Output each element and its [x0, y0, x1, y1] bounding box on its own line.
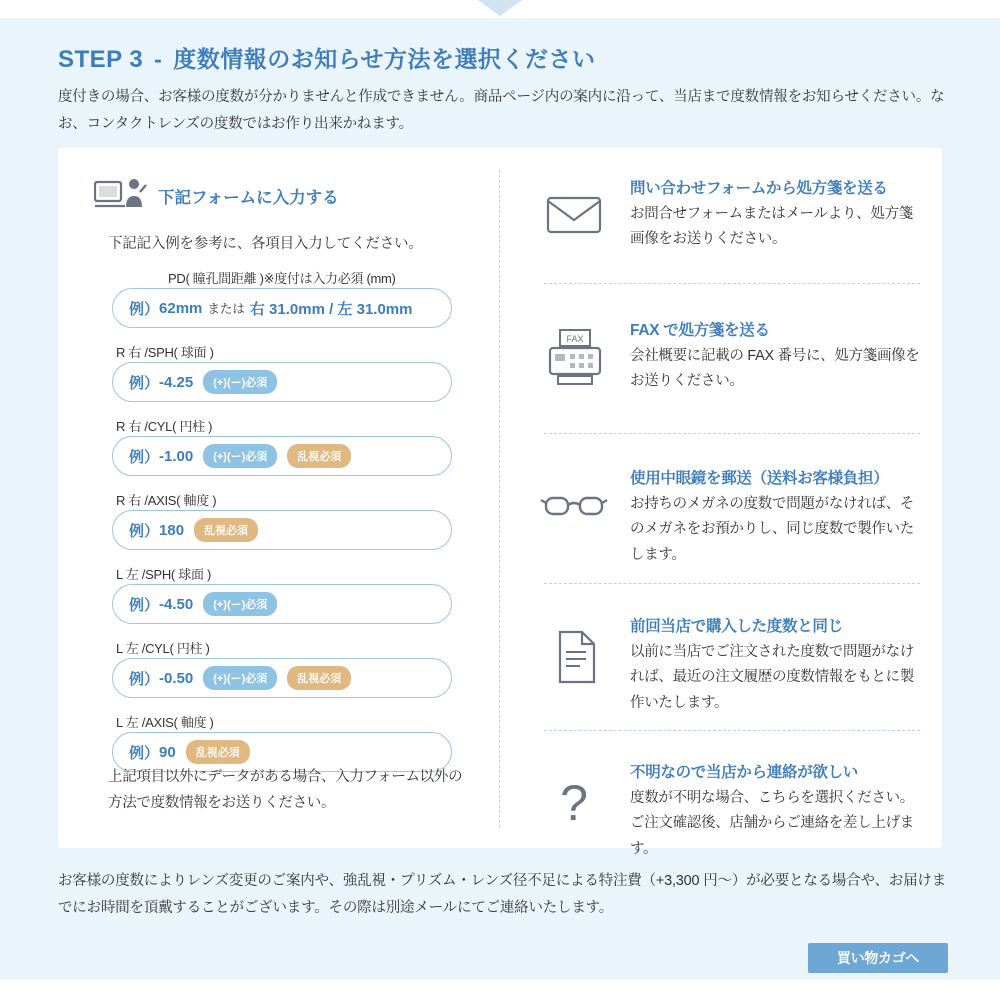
page-title	[58, 41, 596, 74]
svg-text:FAX: FAX	[566, 334, 584, 344]
cart-button[interactable]: 買い物カゴへ	[808, 943, 948, 973]
option-divider	[544, 283, 920, 284]
left-column-title: 下記フォームに入力する	[158, 189, 339, 207]
chevron-down-icon	[478, 0, 522, 16]
field-label-pd: PD( 瞳孔間距離 )※度付は入力必須 (mm)	[168, 271, 396, 286]
glasses-icon	[540, 488, 608, 548]
field-r-axis-example-prefix: 例）	[129, 522, 160, 540]
field-l-axis-value: 90	[159, 743, 176, 761]
option-title: 不明なので当店から連絡が欲しい	[630, 764, 859, 781]
field-r-sph-value: -4.25	[159, 373, 194, 391]
step-lead-text: 度付きの場合、お客様の度数が分かりませんと作成できません。商品ページ内の案内に沿って、当店まで度数情報をお知らせください。なお、コンタクトレンズの度数ではお作り出来かねます。	[58, 89, 945, 132]
option-title: 前回当店で購入した度数と同じ	[630, 618, 843, 635]
field-input-r-cyl[interactable]	[112, 436, 452, 476]
field-r-cyl-value: -1.00	[159, 447, 194, 465]
right-column-options	[500, 148, 942, 857]
badge-sign-required: (+)(ー)必須	[203, 444, 277, 468]
option-body: 以前に当店でご注文された度数で問題がなければ、最近の注文履歴の度数情報をもとに製作いたします。	[630, 644, 914, 711]
left-column-header	[94, 176, 339, 216]
envelope-icon	[540, 184, 608, 244]
footnote-text: お客様の度数によりレンズ変更のご案内や、強乱視・プリズム・レンズ径不足による特注費（+3,300 円〜）が必要となる場合や、お届けまでにお時間を頂戴することがございます。その際は別途メールにてご連絡いたします。	[58, 873, 947, 916]
field-pd-example-prefix: 例）	[129, 300, 160, 318]
option-divider	[544, 730, 920, 731]
svg-text:?: ?	[560, 775, 588, 831]
field-l-cyl-example-prefix: 例）	[129, 670, 160, 688]
badge-astigmatism-required: 乱視必須	[287, 666, 351, 690]
field-label-l-sph: L 左 /SPH( 球面 )	[116, 567, 211, 582]
left-column-subtitle: 下記記入例を参考に、各項目入力してください。	[108, 236, 423, 252]
form-entry-icon	[94, 176, 148, 216]
option-divider	[544, 583, 920, 584]
option-body: お持ちのメガネの度数で問題がなければ、そのメガネをお預かりし、同じ度数で製作いたします。	[630, 496, 914, 563]
title-dash: -	[154, 46, 163, 72]
step-title-text: 度数情報のお知らせ方法を選択ください	[173, 46, 596, 72]
field-label-l-axis: L 左 /AXIS( 軸度 )	[116, 715, 214, 730]
field-label-r-cyl: R 右 /CYL( 円柱 )	[116, 419, 213, 434]
document-icon	[540, 628, 608, 688]
field-pd-value2: 右 31.0mm / 左 31.0mm	[249, 300, 413, 318]
field-label-l-cyl: L 左 /CYL( 円柱 )	[116, 641, 210, 656]
option-title: 問い合わせフォームから処方箋を送る	[630, 180, 888, 197]
option-body: 会社概要に記載の FAX 番号に、処方箋画像をお送りください。	[630, 348, 920, 390]
badge-sign-required: (+)(ー)必須	[203, 592, 277, 616]
field-label-r-axis: R 右 /AXIS( 軸度 )	[116, 493, 217, 508]
field-pd-value: 62mm	[159, 299, 203, 317]
question-mark-icon	[540, 774, 608, 834]
badge-sign-required: (+)(ー)必須	[203, 370, 277, 394]
field-l-sph-example-prefix: 例）	[129, 596, 160, 614]
badge-astigmatism-required: 乱視必須	[194, 518, 258, 542]
field-pd-middle: または	[207, 302, 245, 316]
field-input-pd[interactable]	[112, 288, 452, 328]
field-l-axis-example-prefix: 例）	[129, 744, 160, 762]
option-title: FAX で処方箋を送る	[630, 322, 770, 339]
option-divider	[544, 433, 920, 434]
field-l-sph-value: -4.50	[159, 595, 194, 613]
top-arrow	[0, 0, 1000, 18]
field-r-cyl-example-prefix: 例）	[129, 448, 160, 466]
options-container	[58, 148, 942, 857]
step3-panel	[0, 18, 1000, 980]
option-body: お問合せフォームまたはメールより、処方箋画像をお送りください。	[630, 206, 913, 248]
field-l-cyl-value: -0.50	[159, 669, 194, 687]
badge-sign-required: (+)(ー)必須	[203, 666, 277, 690]
field-r-axis-value: 180	[159, 521, 185, 539]
badge-astigmatism-required: 乱視必須	[186, 740, 250, 764]
field-label-r-sph: R 右 /SPH( 球面 )	[116, 345, 214, 360]
option-title: 使用中眼鏡を郵送（送料お客様負担）	[630, 470, 889, 487]
option-body: 度数が不明な場合、こちらを選択ください。ご注文確認後、店舗からご連絡を差し上げます。	[630, 790, 914, 857]
left-column-form	[58, 148, 499, 848]
fax-icon	[540, 326, 608, 386]
badge-astigmatism-required: 乱視必須	[287, 444, 351, 468]
field-input-r-sph[interactable]	[112, 362, 452, 402]
field-input-r-axis[interactable]	[112, 510, 452, 550]
field-input-l-cyl[interactable]	[112, 658, 452, 698]
left-column-footer-note: 上記項目以外にデータがある場合、入力フォーム以外の方法で度数情報をお送りください。	[108, 769, 463, 812]
step-label: STEP 3	[58, 46, 144, 73]
field-input-l-sph[interactable]	[112, 584, 452, 624]
field-r-sph-example-prefix: 例）	[129, 374, 160, 392]
